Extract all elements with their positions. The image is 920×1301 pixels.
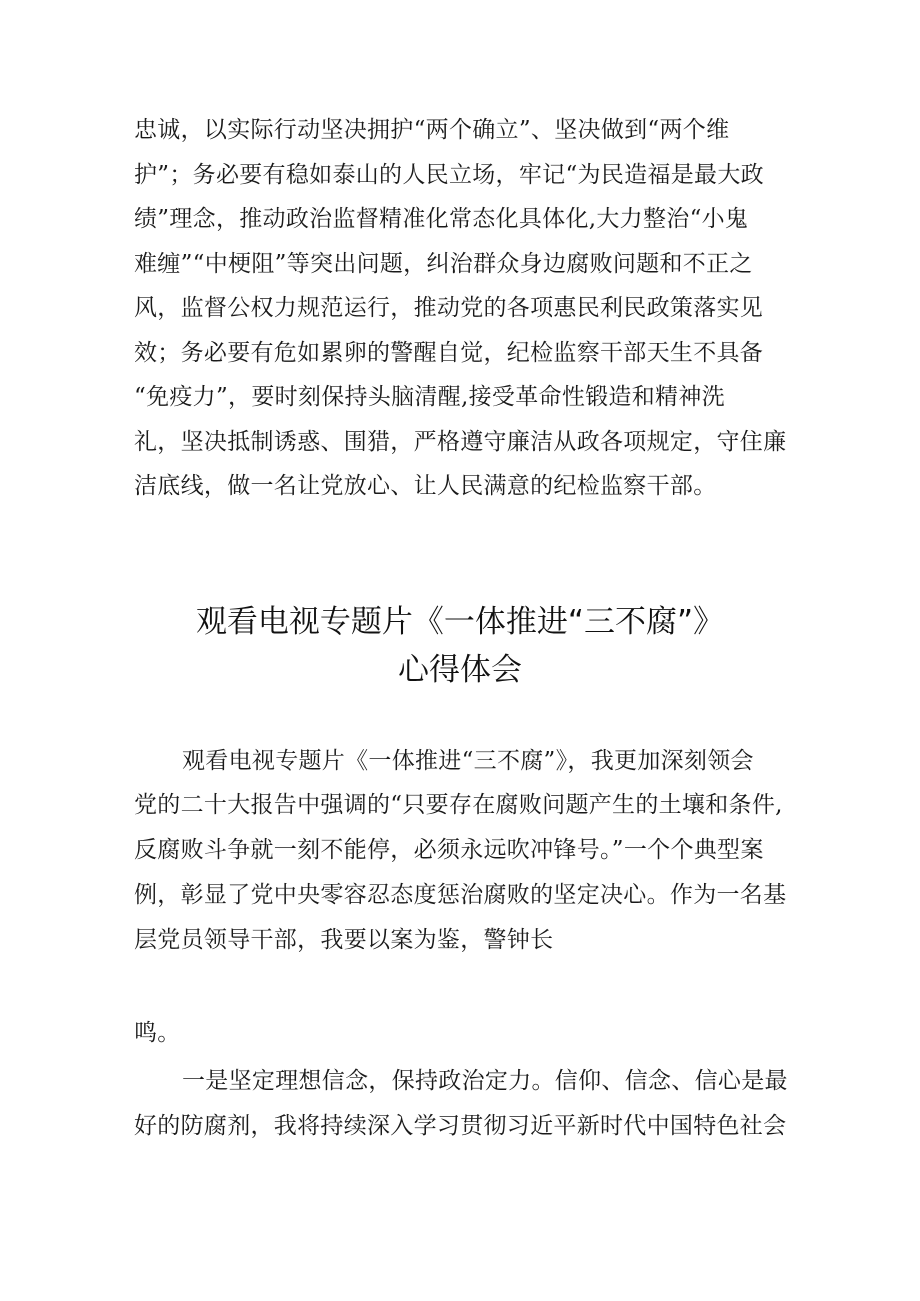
- orphan-line: 鸣。: [134, 1020, 181, 1046]
- intro-paragraph-line-5: 层党员领导干部，我要以案为鉴，警钟长: [134, 927, 554, 953]
- top-paragraph-line-4: 难缠”“中梗阻”等突出问题，纠治群众身边腐败问题和不正之: [134, 251, 753, 277]
- top-paragraph-line-9: 洁底线，做一名让党放心、让人民满意的纪检监察干部。: [134, 473, 717, 499]
- top-paragraph-line-3: 绩”理念，推动政治监督精准化常态化具体化,大力整治“小鬼: [134, 206, 749, 232]
- top-paragraph-line-8: 礼，坚决抵制诱惑、围猎，严格遵守廉洁从政各项规定，守住廉: [134, 429, 787, 455]
- top-paragraph-line-1: 忠诚，以实际行动坚决拥护“两个确立”、坚决做到“两个维: [134, 117, 730, 143]
- point-paragraph-line-2: 好的防腐剂，我将持续深入学习贯彻习近平新时代中国特色社会: [134, 1113, 787, 1139]
- top-paragraph-line-5: 风，监督公权力规范运行，推动党的各项惠民利民政策落实见: [134, 295, 764, 321]
- top-paragraph-line-6: 效；务必要有危如累卵的警醒自觉，纪检监察干部天生不具备: [134, 340, 764, 366]
- point-paragraph-line-1: 一是坚定理想信念，保持政治定力。信仰、信念、信心是最: [182, 1068, 788, 1094]
- intro-paragraph-line-4: 例，彰显了党中央零容忍态度惩治腐败的坚定决心。作为一名基: [134, 882, 787, 908]
- top-paragraph-line-7: “免疫力”，要时刻保持头脑清醒,接受革命性锻造和精神洗: [134, 384, 725, 410]
- article-title-line-1: 观看电视专题片《一体推进“三不腐”》: [195, 604, 725, 640]
- intro-paragraph-line-3: 反腐败斗争就一刻不能停，必须永远吹冲锋号。”一个个典型案: [134, 837, 764, 863]
- intro-paragraph-line-2: 党的二十大报告中强调的“只要存在腐败问题产生的土壤和条件,: [134, 792, 783, 818]
- article-title-line-2: 心得体会: [398, 652, 522, 688]
- intro-paragraph-line-1: 观看电视专题片《一体推进“三不腐”》，我更加深刻领会: [182, 748, 754, 774]
- top-paragraph-line-2: 护”；务必要有稳如泰山的人民立场，牢记“为民造福是最大政: [134, 162, 764, 188]
